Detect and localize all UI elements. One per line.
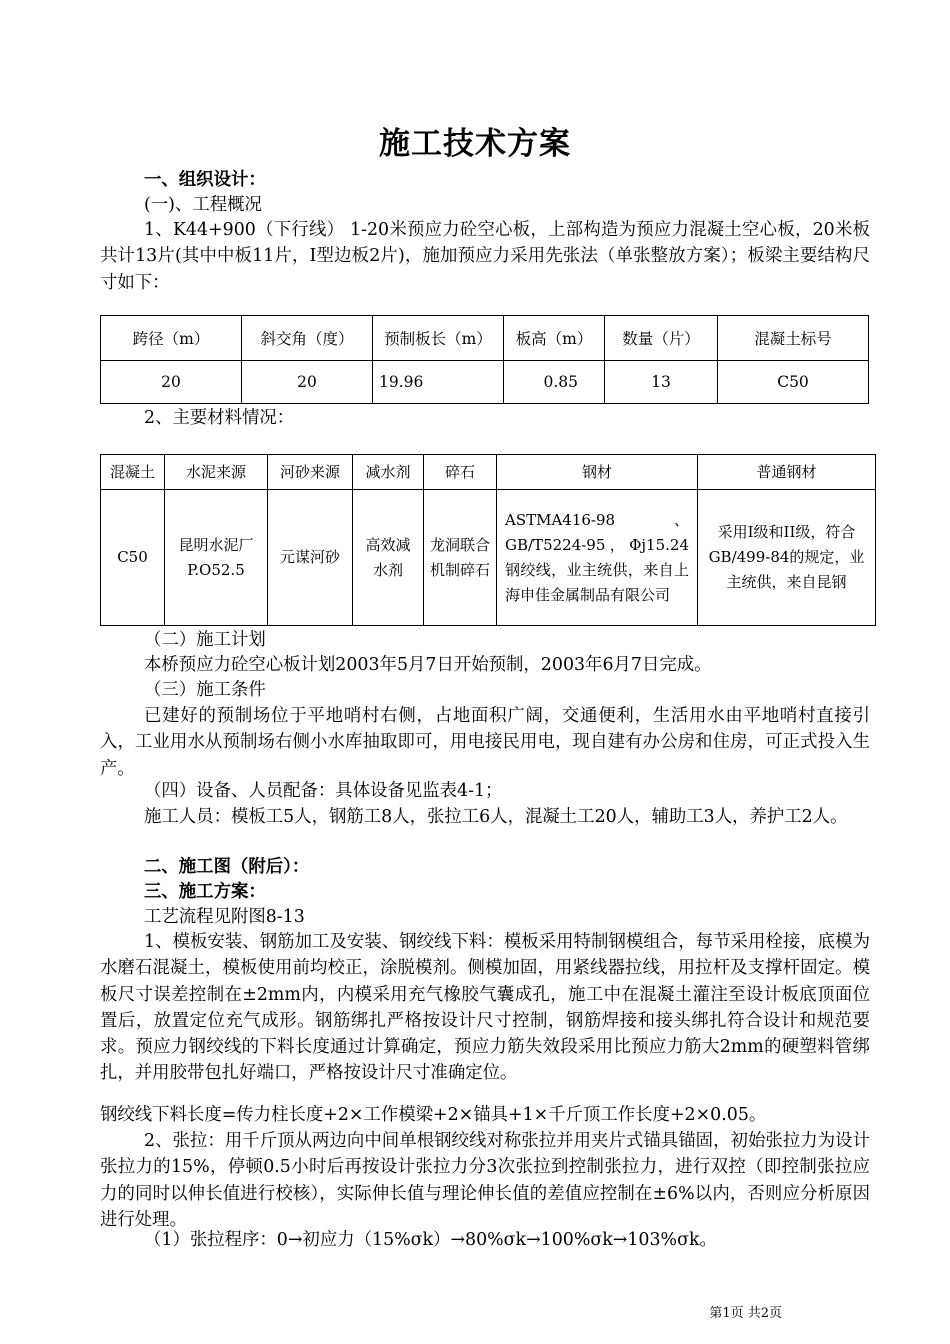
table-cell: 采用I级和II级，符合GB/499-84的规定，业主统供，来自昆钢	[698, 490, 876, 626]
table-cell: 元谋河砂	[268, 490, 353, 626]
table-cell: C50	[101, 490, 165, 626]
table-header-cell: 钢材	[497, 455, 698, 490]
table-cell: 高效减水剂	[353, 490, 424, 626]
table-header-cell: 河砂来源	[268, 455, 353, 490]
overview-paragraph: 1、K44+900（下行线） 1-20米预应力砼空心板，上部构造为预应力混凝土空心板，20米板共计13片(其中中板11片，I型边板2片)，施加预应力采用先张法（单张整放方案）；板梁主要结构尺寸如下：	[100, 220, 870, 293]
materials-table	[100, 454, 876, 626]
table-cell: 19.96	[373, 361, 504, 404]
table-cell: 龙洞联合机制碎石	[424, 490, 497, 626]
table-header-cell: 预制板长（m）	[373, 316, 504, 361]
section-3-heading: 三、施工方案：	[144, 882, 266, 902]
table-header-cell: 混凝土标号	[718, 316, 869, 361]
plan-text: 本桥预应力砼空心板计划2003年5月7日开始预制，2003年6月7日完成。	[144, 655, 712, 675]
table-header-cell: 数量（片）	[605, 316, 718, 361]
table-header-cell: 水泥来源	[165, 455, 268, 490]
table-header-cell: 板高（m）	[504, 316, 605, 361]
section-1-heading: 一、组织设计：	[144, 170, 266, 190]
table-cell: 昆明水泥厂P.O52.5	[165, 490, 268, 626]
table-cell: 0.85	[504, 361, 605, 404]
structure-table	[100, 315, 869, 404]
table-cell: 20	[242, 361, 373, 404]
tension-procedure: （1）张拉程序：0→初应力（15%σk）→80%σk→100%σk→103%σk。	[144, 1230, 717, 1250]
table-cell: 20	[101, 361, 242, 404]
section-2-heading: 二、施工图（附后）：	[144, 857, 310, 877]
conditions-paragraph: 已建好的预制场位于平地哨村右侧，占地面积广阔，交通便利，生活用水由平地哨村直接引入，工业用水从预制场右侧小水库抽取即可，用电接民用电，现自建有办公房和住房，可正式投入生产。	[100, 706, 870, 779]
staff-paragraph: 施工人员：模板工5人，钢筋工8人，张拉工6人，混凝土工20人，辅助工3人，养护工2人。	[144, 807, 848, 827]
process-flow-text: 工艺流程见附图8-13	[144, 907, 305, 927]
cut-length-formula: 钢绞线下料长度=传力柱长度+2×工作模梁+2×锚具+1×千斤顶工作长度+2×0.05。	[100, 1105, 767, 1125]
table-header-cell: 普通钢材	[698, 455, 876, 490]
step-1-paragraph: 1、模板安装、钢筋加工及安装、钢绞线下料：模板采用特制钢模组合，每节采用栓接，底模为水磨石混凝土，模板使用前均校正，涂脱模剂。侧模加固，用紧线器拉线，用拉杆及支撑杆固定。模板尺寸误差控制在±2mm内，内模采用充气橡胶气囊成孔，施工中在混凝土灌注至设计板底顶面位置后，放置定位充气成形。钢筋绑扎严格按设计尺寸控制，钢筋焊接和接头绑扎符合设计和规范要求。预应力钢绞线的下料长度通过计算确定，预应力筋失效段采用比预应力筋大2mm的硬塑料管绑扎，并用胶带包扎好端口，严格按设计尺寸准确定位。	[100, 932, 870, 1084]
subsection-overview-heading: (一)、工程概况	[144, 195, 262, 215]
table-header-cell: 减水剂	[353, 455, 424, 490]
page-footer: 第1页 共2页	[709, 1306, 782, 1321]
table-header-cell: 碎石	[424, 455, 497, 490]
table-cell: C50	[718, 361, 869, 404]
table-header-cell: 混凝土	[101, 455, 165, 490]
conditions-heading: （三）施工条件	[144, 680, 266, 700]
table-header-cell: 跨径（m）	[101, 316, 242, 361]
table-cell: ASTMA416-98、GB/T5224-95，Φj15.24钢绞线，业主统供，来自上海申佳金属制品有限公司	[497, 490, 698, 626]
plan-heading: （二）施工计划	[144, 630, 266, 650]
table-cell: 13	[605, 361, 718, 404]
document-title: 施工技术方案	[379, 126, 571, 162]
materials-heading: 2、主要材料情况：	[144, 408, 295, 428]
step-2-paragraph: 2、张拉：用千斤顶从两边向中间单根钢绞线对称张拉并用夹片式锚具锚固，初始张拉力为设计张拉力的15%，停顿0.5小时后再按设计张拉力分3次张拉到控制张拉力，进行双控（即控制张拉应力的同时以伸长值进行校核），实际伸长值与理论伸长值的差值应控制在±6%以内，否则应分析原因进行处理。	[100, 1131, 870, 1230]
equipment-heading: （四）设备、人员配备：具体设备见监表4-1；	[144, 781, 503, 801]
table-header-cell: 斜交角（度）	[242, 316, 373, 361]
